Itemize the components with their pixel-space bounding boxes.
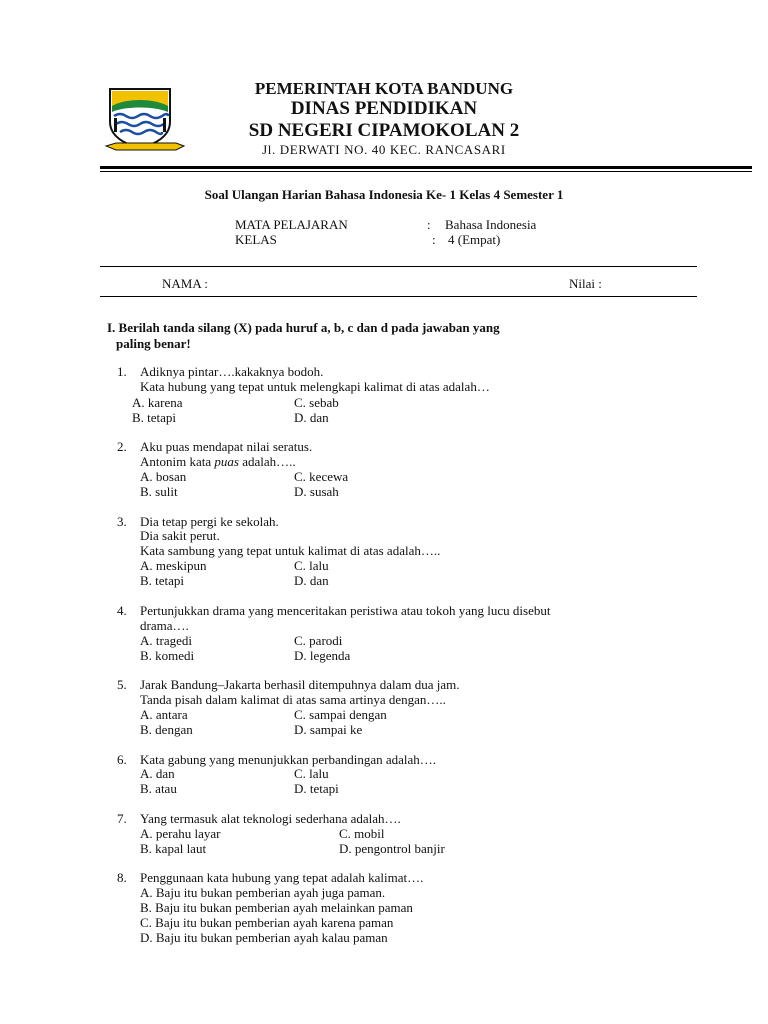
question-text: Kata sambung yang tepat untuk kalimat di atas adalah….. [140,543,441,558]
option-c[interactable]: C. lalu [294,766,329,781]
option-c[interactable]: C. mobil [339,826,385,841]
question-text: Adiknya pintar….kakaknya bodoh. [140,364,324,379]
antonym-word: puas [214,454,239,469]
option-a[interactable]: A. dan [140,766,175,781]
question-text: Dia tetap pergi ke sekolah. [140,514,279,529]
option-c[interactable]: C. lalu [294,558,329,573]
option-b[interactable]: B. Baju itu bukan pemberian ayah melainkan paman [140,900,413,915]
header-divider-thin [100,171,752,172]
question-text: Pertunjukkan drama yang menceritakan peristiwa atau tokoh yang lucu disebut [140,603,551,618]
question-number: 4. [117,603,127,618]
option-d[interactable]: D. pengontrol banjir [339,841,445,856]
class-label: KELAS [235,232,277,247]
header-office: DINAS PENDIDIKAN [290,98,478,119]
header-school-name: SD NEGERI CIPAMOKOLAN 2 [248,120,520,141]
question-text: Tanda pisah dalam kalimat di atas sama artinya dengan….. [140,692,446,707]
question-text: Penggunaan kata hubung yang tepat adalah kalimat…. [140,870,424,885]
question-text: Aku puas mendapat nilai seratus. [140,439,313,454]
section-instruction-line2: paling benar! [116,336,191,351]
class-colon: : [432,232,436,247]
name-label: NAMA : [162,276,208,291]
question-text: Jarak Bandung–Jakarta berhasil ditempuhnya dalam dua jam. [140,677,460,692]
subject-label: MATA PELAJARAN [235,217,348,232]
option-a[interactable]: A. meskipun [140,558,207,573]
option-a[interactable]: A. perahu layar [140,826,221,841]
option-a[interactable]: A. tragedi [140,633,192,648]
option-b[interactable]: B. komedi [140,648,195,663]
option-d[interactable]: D. dan [294,573,329,588]
option-a[interactable]: A. bosan [140,469,187,484]
score-label: Nilai : [569,276,602,291]
question-number: 6. [117,752,127,767]
option-d[interactable]: D. Baju itu bukan pemberian ayah kalau paman [140,930,388,945]
question-number: 3. [117,514,127,529]
question-number: 7. [117,811,127,826]
option-b[interactable]: B. dengan [140,722,193,737]
header-address: Jl. DERWATI NO. 40 KEC. RANCASARI [262,142,506,157]
name-box-top-rule [100,266,697,267]
question-text: Yang termasuk alat teknologi sederhana adalah…. [140,811,401,826]
question-number: 1. [117,364,127,379]
question-number: 2. [117,439,127,454]
question-text: Kata hubung yang tepat untuk melengkapi kalimat di atas adalah… [140,379,490,394]
option-b[interactable]: B. sulit [140,484,178,499]
question-number: 8. [117,870,127,885]
option-d[interactable]: D. susah [294,484,339,499]
question-text: Dia sakit perut. [140,528,220,543]
option-a[interactable]: A. antara [140,707,188,722]
header-divider-thick [100,166,752,169]
header-government: PEMERINTAH KOTA BANDUNG [254,79,514,98]
class-value: 4 (Empat) [448,232,501,247]
name-box-bottom-rule [100,296,697,297]
subject-colon: : [427,217,431,232]
question-text: Kata gabung yang menunjukkan perbandingan adalah…. [140,752,437,767]
option-a[interactable]: A. karena [132,395,183,410]
antonym-prefix: Antonim kata [140,454,215,469]
option-d[interactable]: D. tetapi [294,781,339,796]
option-d[interactable]: D. sampai ke [294,722,363,737]
question-text: drama…. [140,618,189,633]
option-b[interactable]: B. tetapi [140,573,185,588]
option-c[interactable]: C. kecewa [294,469,349,484]
question-text-antonym [140,454,296,469]
option-d[interactable]: D. legenda [294,648,351,663]
option-b[interactable]: B. kapal laut [140,841,207,856]
question-number: 5. [117,677,127,692]
section-instruction-line1: I. Berilah tanda silang (X) pada huruf a, b, c dan d pada jawaban yang [107,320,500,335]
option-c[interactable]: C. sebab [294,395,339,410]
exam-title: Soal Ulangan Harian Bahasa Indonesia Ke- 1 Kelas 4 Semester 1 [204,187,564,202]
subject-value: Bahasa Indonesia [445,217,537,232]
option-c[interactable]: C. Baju itu bukan pemberian ayah karena paman [140,915,394,930]
option-d[interactable]: D. dan [294,410,329,425]
option-b[interactable]: B. atau [140,781,177,796]
option-c[interactable]: C. sampai dengan [294,707,387,722]
antonym-suffix: adalah….. [238,454,296,469]
option-a[interactable]: A. Baju itu bukan pemberian ayah juga paman. [140,885,386,900]
option-c[interactable]: C. parodi [294,633,343,648]
option-b[interactable]: B. tetapi [132,410,177,425]
